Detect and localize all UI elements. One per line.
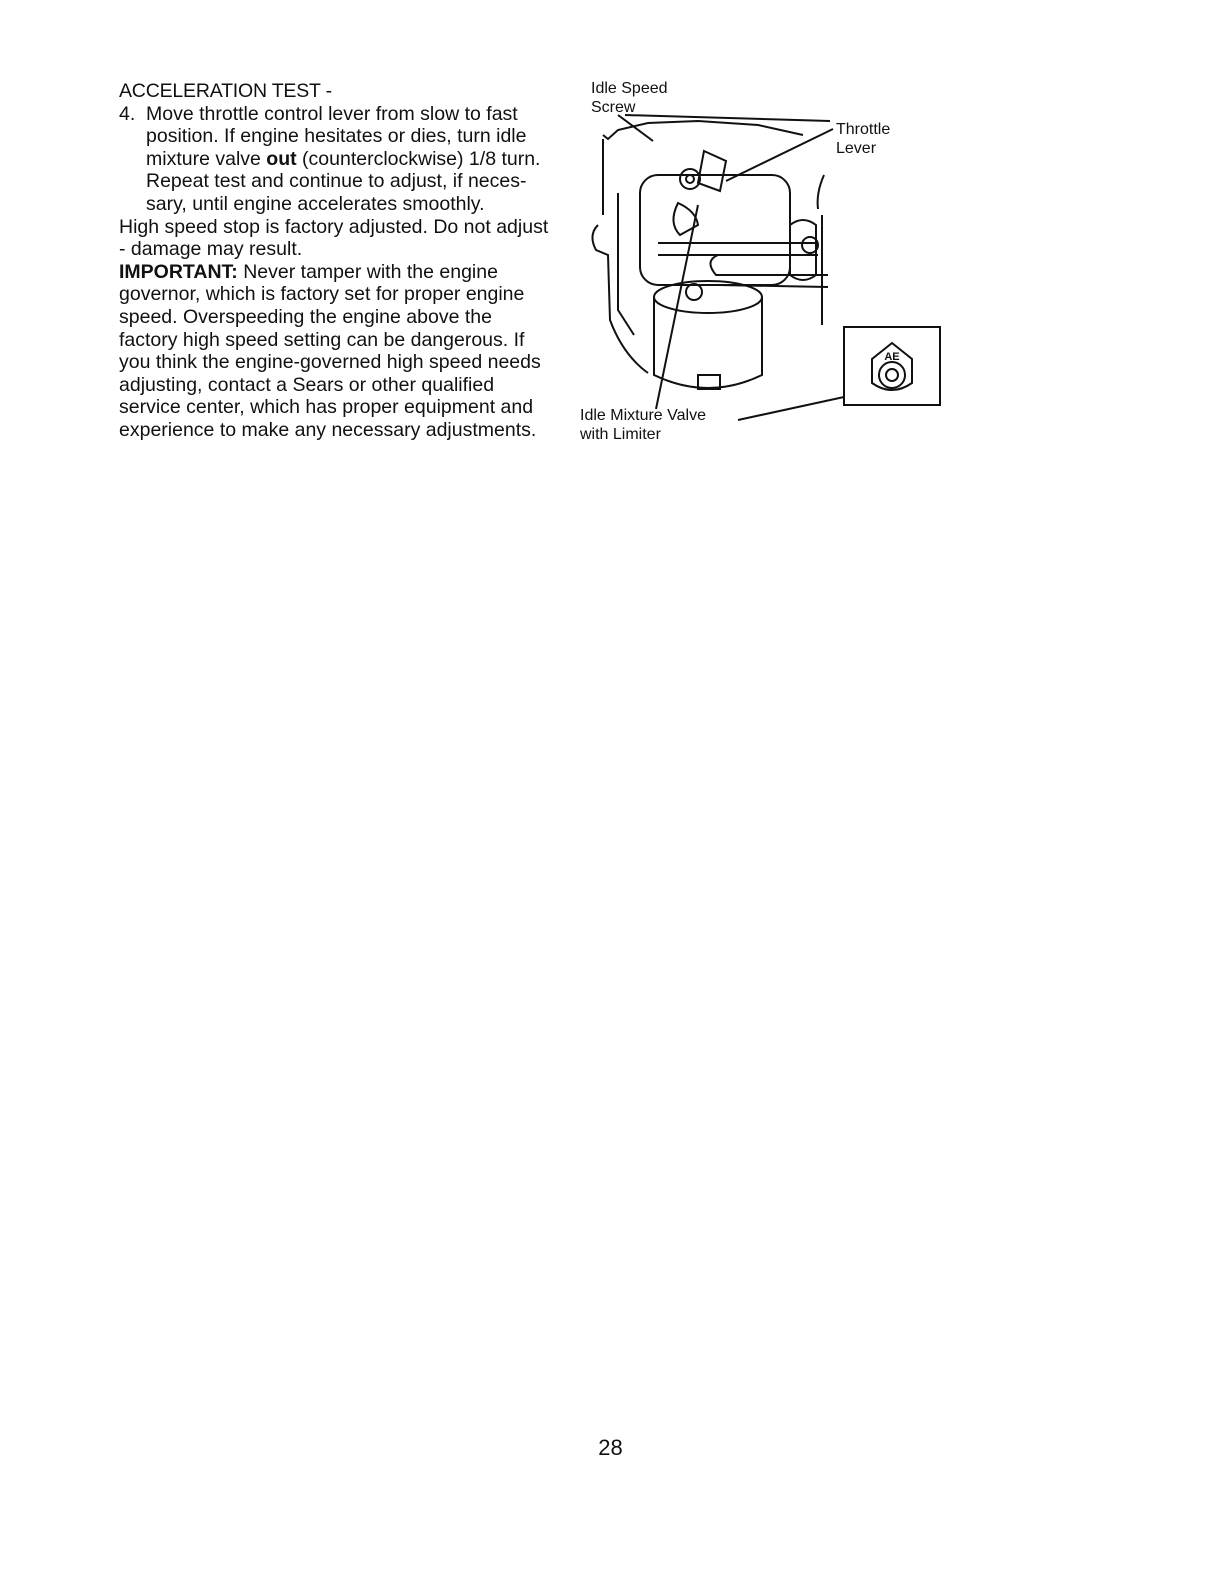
label-idle-speed-screw: Idle Speed Screw bbox=[591, 80, 668, 116]
instruction-column bbox=[119, 80, 549, 442]
fuel-line-lower bbox=[718, 285, 828, 287]
limiter-detail-inset bbox=[844, 327, 940, 405]
important-paragraph bbox=[119, 261, 549, 442]
limiter-badge-text: AE bbox=[884, 351, 900, 363]
section-heading: ACCELERATION TEST - bbox=[119, 80, 332, 102]
screw-center bbox=[686, 175, 694, 183]
leader-line-throttle bbox=[726, 129, 833, 181]
fitting bbox=[686, 284, 702, 300]
throttle-lever-plate bbox=[698, 151, 726, 191]
carburetor-body bbox=[640, 175, 790, 285]
carburetor-illustration bbox=[578, 75, 948, 455]
page-number: 28 bbox=[598, 1435, 623, 1460]
important-text: Never tamper with the engine governor, which is factory set for proper engine speed. Overspeeding the engine above the factory high speed setting can be dangerous. If you think the engine-governed high speed needs adjusting, contact a Sears or other qualified service center, which has proper equipment and experience to make any necessary adjustments. bbox=[119, 260, 541, 441]
leader-line-top bbox=[625, 115, 830, 121]
label-idle-mixture-valve: Idle Mixture Valve with Limiter bbox=[580, 407, 706, 443]
fuel-line-upper bbox=[710, 255, 828, 275]
screw-head bbox=[680, 169, 700, 189]
step-4 bbox=[119, 103, 549, 216]
high-speed-note: High speed stop is factory adjusted. Do not adjust - damage may result. bbox=[119, 215, 549, 261]
step-text-part-2: (counterclockwise) 1/8 turn. Repeat test and continue to adjust, if neces-sary, until engine accelerates smoothly. bbox=[146, 147, 541, 215]
important-label: IMPORTANT: bbox=[119, 260, 238, 283]
carburetor-figure bbox=[578, 75, 948, 455]
step-number: 4. bbox=[119, 102, 136, 125]
step-text-bold: out bbox=[266, 147, 297, 170]
lever-arm bbox=[818, 175, 824, 209]
label-throttle-lever: Throttle Lever bbox=[836, 121, 891, 157]
bracket-inner bbox=[618, 193, 634, 335]
step-text bbox=[146, 103, 549, 216]
leader-line-valve-detail bbox=[738, 397, 844, 420]
step-text-part-1: Move throttle control lever from slow to fast position. If engine hesitates or dies, turn idle mixture valve bbox=[146, 102, 527, 170]
housing-top bbox=[603, 121, 803, 139]
